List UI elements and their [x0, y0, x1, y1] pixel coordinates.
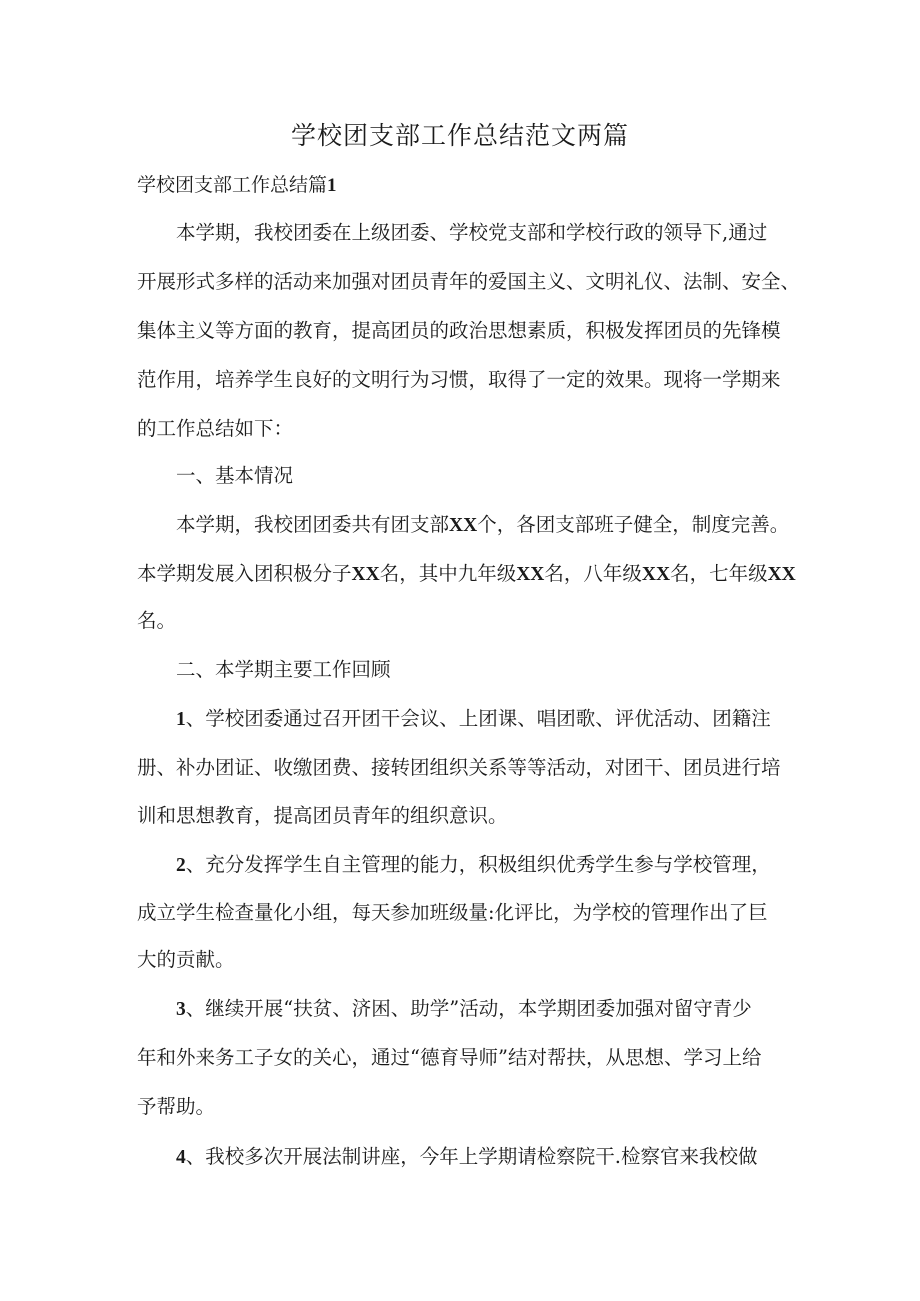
- paragraph-line: 成立学生检查量化小组，每天参加班级量:化评比，为学校的管理作出了巨: [137, 901, 768, 924]
- paragraph-line: 本学期，我校团委在上级团委、学校党支部和学校行政的领导下,通过: [176, 221, 768, 244]
- paragraph-line: 予帮助。: [137, 1095, 216, 1118]
- paragraph-line: 4、我校多次开展法制讲座，今年上学期请检察院干.检察官来我校做: [176, 1145, 758, 1168]
- paragraph-line: 1、学校团委通过召开团干会议、上团课、唱团歌、评优活动、团籍注: [176, 707, 771, 730]
- section-title: [137, 170, 337, 201]
- paragraph-line: 册、补办团证、收缴团费、接转团组织关系等等活动，对团干、团员进行培: [137, 756, 781, 779]
- paragraph-line: 大的贡献。: [137, 948, 235, 971]
- paragraph-line: 范作用，培养学生良好的文明行为习惯，取得了一定的效果。现将一学期来: [137, 368, 781, 391]
- paragraph-line: 训和思想教育，提高团员青年的组织意识。: [137, 804, 508, 827]
- section-heading-review: 二、本学期主要工作回顾: [176, 658, 391, 681]
- paragraph-line: 集体主义等方面的教育，提高团员的政治思想素质，积极发挥团员的先锋模: [137, 319, 781, 342]
- section-heading-basic: 一、基本情况: [176, 464, 294, 487]
- paragraph-line: 2、充分发挥学生自主管理的能力，积极组织优秀学生参与学校管理，: [176, 853, 771, 876]
- paragraph-line: 名。: [137, 609, 177, 632]
- section-title-text: 学校团支部工作总结篇: [137, 174, 328, 196]
- paragraph-line: 本学期，我校团团委共有团支部XX个，各团支部班子健全，制度完善。: [176, 513, 790, 536]
- paragraph-line: 3、继续开展“扶贫、济困、助学”活动，本学期团委加强对留守青少: [176, 997, 752, 1020]
- document-title: 学校团支部工作总结范文两篇: [290, 121, 629, 150]
- section-title-number: 1: [327, 175, 337, 196]
- paragraph-line: 年和外来务工子女的关心，通过“德育导师”结对帮扶，从思想、学习上给: [137, 1046, 762, 1069]
- paragraph-line: 的工作总结如下：: [137, 417, 294, 440]
- paragraph-line: 开展形式多样的活动来加强对团员青年的爱国主义、文明礼仪、法制、安全、: [137, 270, 801, 293]
- paragraph-line: 本学期发展入团积极分子XX名，其中九年级XX名，八年级XX名，七年级XX: [137, 562, 796, 585]
